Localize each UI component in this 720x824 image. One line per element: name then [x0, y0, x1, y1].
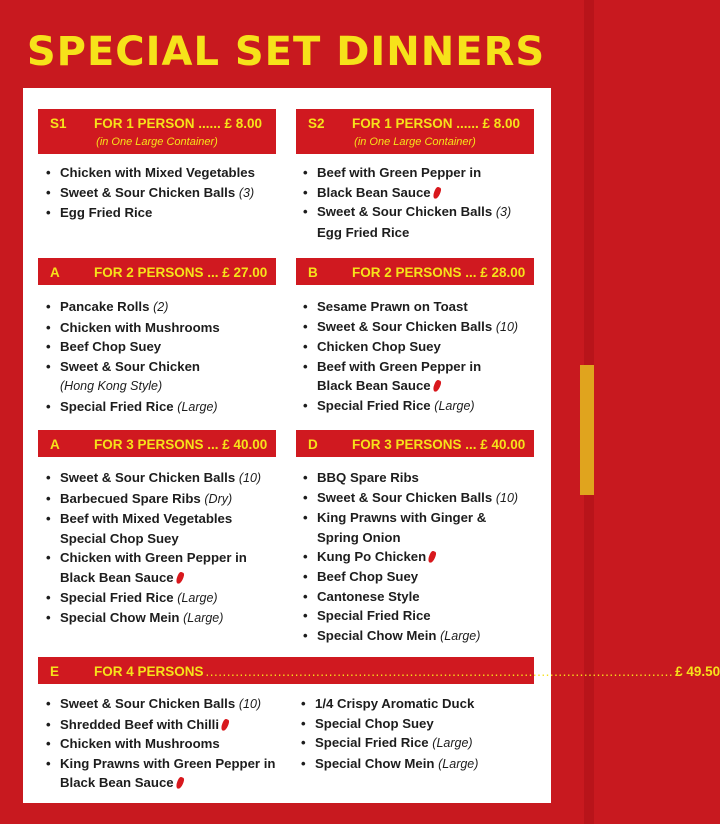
dish-name: Sweet & Sour Chicken Balls — [317, 489, 493, 505]
list-item — [45, 715, 275, 735]
dish-name: Black Bean Sauce — [317, 378, 431, 394]
set-title-row — [94, 664, 720, 679]
dish-note: (Large) — [183, 611, 224, 626]
set-title: FOR 3 PERSONS ... £ 40.00 — [94, 437, 268, 452]
set-s2-items — [302, 163, 511, 242]
list-item — [45, 318, 220, 338]
dish-note: (10) — [495, 490, 519, 505]
set-note: (in One Large Container) — [96, 136, 218, 148]
dish-name: Sesame Prawn on Toast — [317, 299, 468, 314]
set-b-items — [302, 297, 518, 417]
dish-note: (3) — [238, 185, 255, 200]
dish-name: BBQ Spare Ribs — [317, 470, 419, 485]
dish-name: Chicken with Green Pepper in — [60, 550, 247, 566]
dish-name: Chicken Chop Suey — [317, 339, 441, 355]
set-d-header — [296, 430, 534, 457]
list-item — [300, 714, 478, 734]
dish-name: Sweet & Sour Chicken Balls — [317, 318, 493, 334]
dish-name: Chicken with Mushrooms — [60, 319, 220, 335]
list-item — [45, 337, 220, 357]
chili-pepper-icon — [175, 571, 185, 584]
list-item — [302, 317, 518, 338]
dish-name: Black Bean Sauce — [317, 184, 431, 200]
dish-note: (Dry) — [204, 491, 233, 506]
list-item — [302, 468, 518, 488]
dish-name: Sweet & Sour Chicken Balls — [60, 184, 236, 200]
set-e-header — [38, 657, 720, 684]
list-item — [302, 547, 518, 567]
set-s1-header — [38, 109, 276, 154]
chili-pepper-icon — [432, 186, 442, 199]
list-item — [45, 163, 255, 183]
page-title: SPECIAL SET DINNERS — [26, 29, 546, 75]
set-code: S1 — [50, 116, 67, 131]
chili-pepper-icon — [432, 380, 442, 393]
list-item — [45, 357, 220, 377]
dish-note: (Large) — [434, 398, 475, 413]
dish-name: Special Fried Rice — [60, 589, 174, 605]
list-item — [45, 734, 275, 754]
list-item — [302, 508, 518, 528]
set-title: FOR 2 PERSONS ... £ 28.00 — [352, 265, 526, 280]
dish-name: Beef with Mixed Vegetables — [60, 511, 233, 527]
list-item — [302, 587, 518, 607]
list-item — [45, 397, 220, 418]
side-marker — [580, 365, 594, 495]
menu-panel — [23, 88, 720, 803]
set-title: FOR 2 PERSONS ... £ 27.00 — [94, 265, 268, 280]
list-item — [302, 223, 511, 243]
dish-name: Beef with Green Pepper in — [317, 358, 482, 374]
list-item — [302, 606, 518, 626]
list-item — [45, 489, 261, 510]
list-item — [302, 202, 511, 223]
list-item — [300, 694, 478, 714]
list-item — [45, 773, 275, 793]
dot-leader: .............................................................................................................. — [205, 664, 674, 679]
dish-name: Special Fried Rice — [315, 735, 429, 751]
dish-name: Egg Fried Rice — [317, 224, 410, 240]
dish-name: Special Chow Mein — [60, 610, 180, 626]
dish-note: (Large) — [177, 399, 218, 414]
dish-note: (Large) — [432, 736, 473, 751]
set-title: FOR 1 PERSON ...... £ 8.00 — [94, 116, 263, 131]
dish-name: Sweet & Sour Chicken Balls — [60, 696, 236, 711]
dish-name: 1/4 Crispy Aromatic Duck — [315, 696, 475, 711]
set-code: B — [308, 265, 318, 280]
dish-note: (10) — [495, 319, 519, 334]
list-item — [45, 694, 275, 715]
set-d-items — [302, 468, 518, 646]
set-s1-items — [45, 163, 255, 223]
list-item — [45, 529, 261, 549]
list-item — [302, 567, 518, 587]
list-item — [45, 203, 255, 223]
dish-name: Sweet & Sour Chicken — [60, 358, 200, 374]
dish-name: Black Bean Sauce — [60, 569, 174, 585]
set-code: A — [50, 265, 60, 280]
dish-name: Shredded Beef with Chilli — [60, 716, 219, 732]
list-item — [45, 588, 261, 609]
set-code: E — [50, 664, 60, 679]
chili-pepper-icon — [427, 551, 437, 564]
dish-name: Beef Chop Suey — [317, 568, 419, 584]
list-item — [302, 297, 518, 317]
dish-name: Kung Po Chicken — [317, 549, 427, 565]
list-item — [300, 754, 478, 775]
chili-pepper-icon — [220, 718, 230, 731]
list-item — [302, 626, 518, 647]
set-title: FOR 4 PERSONS — [94, 664, 204, 679]
set-a2-header — [38, 258, 276, 285]
set-a2-items — [45, 297, 220, 418]
dish-name: Barbecued Spare Ribs — [60, 490, 201, 506]
list-item — [300, 733, 478, 754]
set-e-items-left — [45, 694, 275, 793]
set-code: A — [50, 437, 60, 452]
dish-name: Special Chop Suey — [315, 715, 434, 731]
list-item — [302, 528, 518, 548]
dish-name: Special Chop Suey — [60, 530, 179, 546]
list-item — [302, 376, 518, 396]
dish-name: Beef with Green Pepper in — [317, 165, 482, 180]
dish-name: Special Chow Mein — [315, 755, 435, 771]
dish-name: Spring Onion — [317, 529, 401, 545]
list-item — [45, 297, 220, 318]
dish-note: (10) — [238, 697, 262, 711]
dish-note: (10) — [238, 471, 262, 485]
list-item — [45, 568, 261, 588]
dish-name: Special Fried Rice — [317, 397, 431, 413]
list-item — [45, 548, 261, 568]
set-s2-header — [296, 109, 534, 154]
dish-note: (3) — [495, 205, 512, 220]
dish-name: Pancake Rolls — [60, 299, 150, 314]
set-title: FOR 1 PERSON ...... £ 8.00 — [352, 116, 521, 131]
list-item — [302, 183, 511, 203]
dish-name: Black Bean Sauce — [60, 775, 174, 791]
set-code: S2 — [308, 116, 325, 131]
list-item — [45, 754, 275, 774]
dish-name: Sweet & Sour Chicken Balls — [317, 204, 493, 220]
dish-note: (Hong Kong Style) — [60, 379, 163, 394]
dish-note: (Large) — [438, 756, 479, 771]
dish-name: Sweet & Sour Chicken Balls — [60, 470, 236, 485]
dish-name: Special Chow Mein — [317, 627, 437, 643]
dish-name: Cantonese Style — [317, 588, 420, 604]
list-item — [302, 163, 511, 183]
chili-pepper-icon — [175, 777, 185, 790]
list-item — [302, 488, 518, 509]
dish-name: King Prawns with Green Pepper in — [60, 755, 276, 771]
list-item — [45, 376, 220, 397]
dish-note: (2) — [153, 300, 169, 314]
set-a3-header — [38, 430, 276, 457]
list-item — [302, 337, 518, 357]
list-item — [302, 396, 518, 417]
dish-note: (Large) — [440, 628, 481, 643]
dish-name: King Prawns with Ginger & — [317, 510, 487, 526]
list-item — [302, 357, 518, 377]
set-a3-items — [45, 468, 261, 629]
set-price: £ 49.50 — [675, 664, 720, 679]
dish-name: Egg Fried Rice — [60, 205, 153, 221]
list-item — [45, 608, 261, 629]
list-item — [45, 183, 255, 204]
set-code: D — [308, 437, 318, 452]
dish-name: Chicken with Mixed Vegetables — [60, 165, 255, 180]
set-e-items-right — [300, 694, 478, 774]
list-item — [45, 509, 261, 529]
dish-name: Special Fried Rice — [60, 398, 174, 414]
dish-name: Beef Chop Suey — [60, 339, 162, 355]
dish-note: (Large) — [177, 590, 218, 605]
dish-name: Special Fried Rice — [317, 608, 431, 624]
list-item — [45, 468, 261, 489]
set-note: (in One Large Container) — [354, 136, 476, 148]
set-b-header — [296, 258, 534, 285]
set-title: FOR 3 PERSONS ... £ 40.00 — [352, 437, 526, 452]
dish-name: Chicken with Mushrooms — [60, 736, 220, 752]
